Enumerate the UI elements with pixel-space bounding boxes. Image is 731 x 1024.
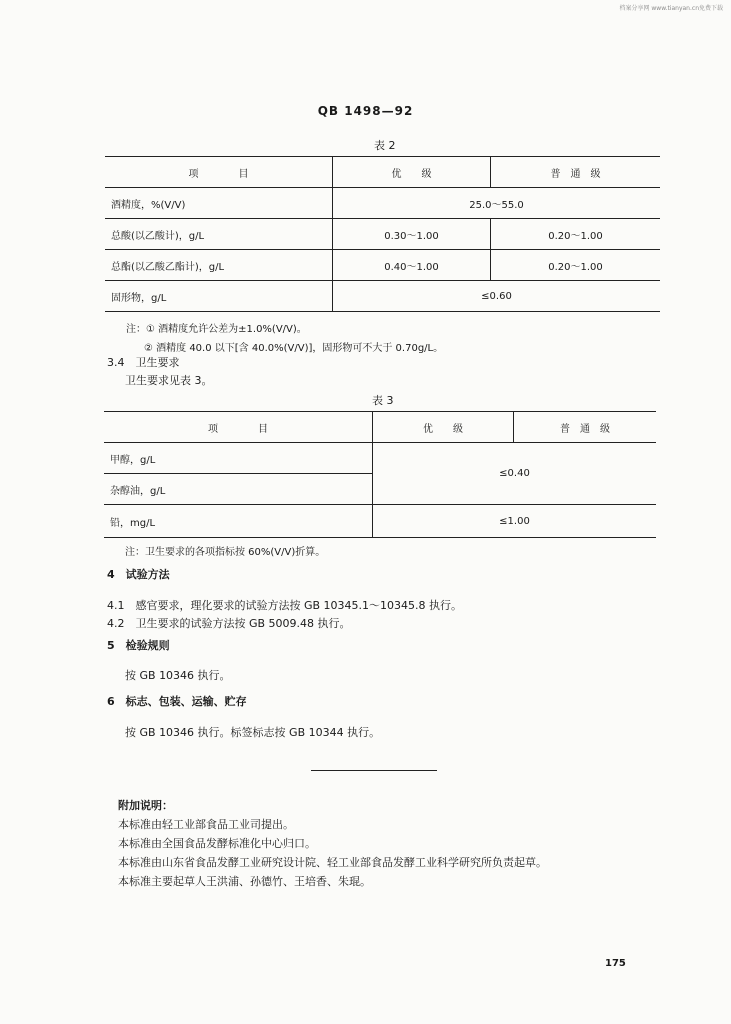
table-row (105, 219, 660, 250)
table3-cell-merged: ≤1.00 (373, 505, 657, 538)
table2-cell-item: 酒精度，%(V/V) (105, 188, 333, 219)
table3-cell-item: 甲醇，g/L (104, 443, 373, 474)
table2-header-item: 项 目 (105, 157, 333, 188)
table3 (104, 411, 656, 538)
appendix-line: 本标准由轻工业部食品工业司提出。 (118, 818, 294, 831)
section-6-text: 按 GB 10346 执行。标签标志按 GB 10344 执行。 (125, 726, 381, 739)
section-3-4-heading: 3.4 卫生要求 (107, 356, 180, 369)
watermark-text: 档案分享网 www.tianyan.cn免费下载 (619, 5, 723, 12)
table3-header-item: 项 目 (104, 412, 373, 443)
table3-cell-merged-top: ≤0.40 (373, 443, 657, 505)
table-row (105, 188, 660, 219)
table3-title: 表 3 (372, 394, 394, 407)
section-4-1: 4.1 感官要求，理化要求的试验方法按 GB 10345.1～10345.8 执行。 (107, 599, 463, 612)
appendix-line: 本标准主要起草人王洪浦、孙德竹、王培香、朱琨。 (118, 875, 371, 888)
table2-note-1: 注：① 酒精度允许公差为±1.0%(V/V)。 (126, 324, 307, 335)
section-6-heading: 6 标志、包装、运输、贮存 (107, 695, 247, 708)
table-row (104, 443, 656, 474)
table2-header-row (105, 157, 660, 188)
table2-cell-pu: 0.20～1.00 (491, 219, 661, 250)
separator-line (311, 770, 437, 771)
table3-header-you: 优 级 (373, 412, 514, 443)
table-row (105, 281, 660, 312)
appendix-line: 本标准由山东省食品发酵工业研究设计院、轻工业部食品发酵工业科学研究所负责起草。 (118, 856, 547, 869)
appendix-line: 本标准由全国食品发酵标准化中心归口。 (118, 837, 316, 850)
table2 (105, 156, 660, 312)
section-5-heading: 5 检验规则 (107, 639, 170, 652)
table2-cell-you: 0.40～1.00 (333, 250, 491, 281)
table2-cell-merged: ≤0.60 (333, 281, 661, 312)
standard-code-header: QB 1498—92 (317, 104, 414, 118)
table2-cell-merged: 25.0～55.0 (333, 188, 661, 219)
table3-header-row (104, 412, 656, 443)
table-row (104, 505, 656, 538)
table2-note-2: ② 酒精度 40.0 以下[含 40.0%(V/V)]，固形物可不大于 0.70g/L。 (144, 343, 444, 354)
table3-cell-item: 杂醇油，g/L (104, 474, 373, 505)
section-4-2: 4.2 卫生要求的试验方法按 GB 5009.48 执行。 (107, 617, 351, 630)
table2-cell-item: 总酸(以乙酸计)，g/L (105, 219, 333, 250)
table3-note: 注：卫生要求的各项指标按 60%(V/V)折算。 (125, 547, 326, 558)
table2-cell-item: 总酯(以乙酸乙酯计)，g/L (105, 250, 333, 281)
table3-cell-item: 铅，mg/L (104, 505, 373, 538)
section-4-heading: 4 试验方法 (107, 568, 170, 581)
section-3-4-text: 卫生要求见表 3。 (125, 374, 213, 387)
table2-header-you: 优 级 (333, 157, 491, 188)
table2-header-pu: 普 通 级 (491, 157, 661, 188)
table2-cell-pu: 0.20～1.00 (491, 250, 661, 281)
table2-cell-item: 固形物，g/L (105, 281, 333, 312)
appendix-heading: 附加说明： (118, 799, 173, 812)
table2-title: 表 2 (374, 139, 396, 152)
table2-cell-you: 0.30～1.00 (333, 219, 491, 250)
section-5-text: 按 GB 10346 执行。 (125, 669, 231, 682)
page-number: 175 (605, 958, 626, 969)
table-row (105, 250, 660, 281)
table3-header-pu: 普 通 级 (514, 412, 657, 443)
